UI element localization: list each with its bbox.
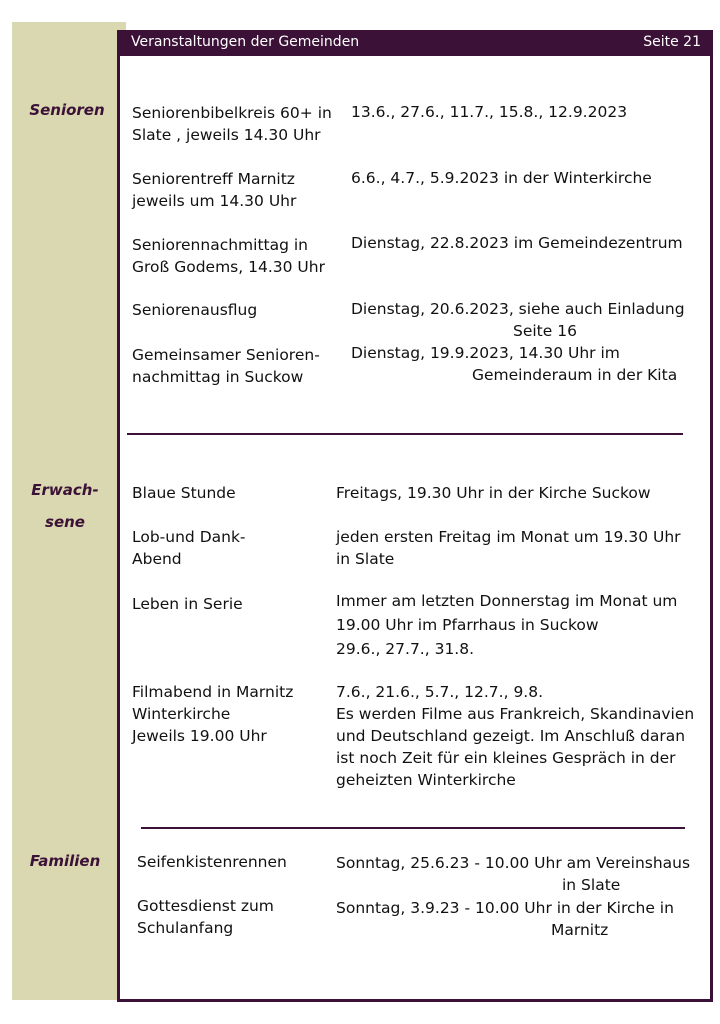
event-name: Seifenkistenrennen [137, 853, 287, 871]
event-name: Gottesdienst zum Schulanfang [137, 897, 274, 937]
event-name: Seniorentreff Marnitz jeweils um 14.30 Uhr [132, 170, 297, 210]
header-title: Veranstaltungen der Gemeinden [131, 34, 360, 50]
event-name: Seniorennachmittag in Groß Godems, 14.30 Uhr [132, 236, 325, 276]
event-details: Sonntag, 3.9.23 - 10.00 Uhr in der Kirche in Marnitz [336, 899, 674, 939]
event-details: 6.6., 4.7., 5.9.2023 in der Winterkirche [351, 169, 652, 187]
event-details: Dienstag, 20.6.2023, siehe auch Einladung Seite 16 [351, 300, 685, 340]
event-details: 13.6., 27.6., 11.7., 15.8., 12.9.2023 [351, 103, 628, 121]
event-details: Sonntag, 25.6.23 - 10.00 Uhr am Vereinshaus in Slate [336, 854, 691, 894]
section-label-erwachsene-line-1: Erwach- [31, 481, 99, 499]
event-name: Filmabend in Marnitz Winterkirche Jeweils 19.00 Uhr [132, 683, 294, 745]
event-details: 7.6., 21.6., 5.7., 12.7., 9.8. Es werden Filme aus Frankreich, Skandinavien und Deutschland gezeigt. Im Anschluß daran ist noch Zeit für ein kleines Gespräch in der geheizten Winterkirche [336, 683, 695, 789]
event-name: Blaue Stunde [132, 484, 236, 502]
section-label-senioren: Senioren [29, 101, 105, 119]
section-label-familien: Familien [29, 852, 101, 870]
section-divider [141, 827, 685, 829]
event-name: Gemeinsamer Senioren- nachmittag in Suckow [132, 346, 320, 386]
event-details: Immer am letzten Donnerstag im Monat um 19.00 Uhr im Pfarrhaus in Suckow 29.6., 27.7., 31.8. [336, 592, 678, 658]
event-name: Leben in Serie [132, 595, 243, 613]
event-details: Freitags, 19.30 Uhr in der Kirche Suckow [336, 484, 651, 502]
section-divider [127, 433, 683, 435]
event-name: Seniorenbibelkreis 60+ in Slate , jeweils 14.30 Uhr [132, 104, 332, 144]
event-name: Lob-und Dank- Abend [132, 528, 246, 568]
event-details: Dienstag, 22.8.2023 im Gemeindezentrum [351, 234, 683, 252]
section-label-erwachsene-line-2: sene [45, 513, 85, 531]
page-number: Seite 21 [643, 34, 701, 50]
event-details: Dienstag, 19.9.2023, 14.30 Uhr im Gemeinderaum in der Kita [351, 344, 678, 384]
page-header [117, 30, 713, 56]
event-name: Seniorenausflug [132, 301, 258, 319]
event-details: jeden ersten Freitag im Monat um 19.30 Uhr in Slate [336, 528, 681, 568]
